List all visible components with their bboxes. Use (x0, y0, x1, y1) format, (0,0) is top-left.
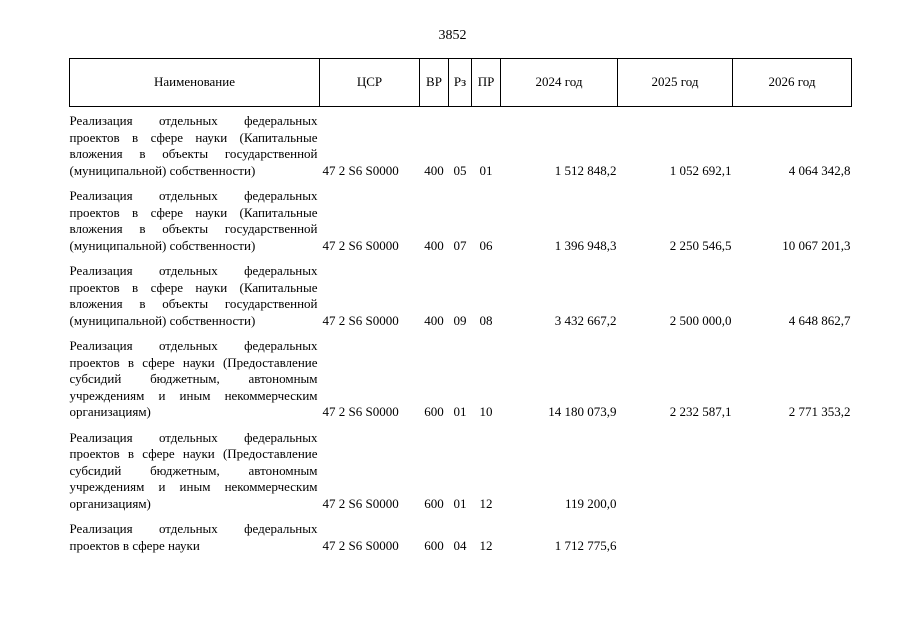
header-rz: Рз (449, 59, 472, 107)
row-rz: 05 (453, 162, 467, 178)
row-csr: 47 2 S6 S0000 (322, 495, 399, 511)
row-2025: 1 052 692,1 (669, 162, 732, 178)
row-rz: 04 (453, 537, 467, 553)
row-vr: 400 (424, 237, 444, 253)
row-name (70, 107, 320, 180)
row-2026 (733, 421, 852, 513)
row-name-text: Реализация отдельных федеральных проектов в сфере науки (Капитальные вложения в объекты государственной (муниципальной) собственности) (69, 188, 318, 253)
page-number: 3852 (438, 28, 467, 43)
header-2025: 2025 год (618, 59, 733, 107)
row-2024: 3 432 667,2 (554, 312, 617, 328)
row-csr: 47 2 S6 S0000 (322, 537, 399, 553)
header-name: Наименование (70, 59, 320, 107)
row-name-text: Реализация отдельных федеральных проектов в сфере науки (Капитальные вложения в объекты государственной (муниципальной) собственности) (69, 263, 318, 328)
row-2025 (618, 421, 733, 513)
row-rz: 09 (453, 312, 467, 328)
row-2025: 2 250 546,5 (669, 237, 732, 253)
row-rz: 01 (453, 495, 467, 511)
header-pr: ПР (472, 59, 501, 107)
row-name-text: Реализация отдельных федеральных проектов в сфере науки (Предоставление субсидий бюджетным, автономным учреждениям и иным некоммерческим организациям) (69, 429, 318, 511)
header-2026: 2026 год (733, 59, 852, 107)
row-pr: 12 (479, 537, 493, 553)
budget-table (69, 58, 852, 554)
row-name-text: Реализация отдельных федеральных проектов в сфере науки (Предоставление субсидий бюджетным, автономным учреждениям и иным некоммерческим организациям) (69, 338, 318, 419)
table-row (70, 421, 852, 513)
header-csr: ЦСР (320, 59, 420, 107)
row-pr: 06 (479, 237, 493, 253)
row-pr: 12 (479, 495, 493, 511)
row-2024: 1 512 848,2 (554, 162, 617, 178)
row-2025: 2 232 587,1 (669, 404, 732, 419)
row-2025 (618, 512, 733, 554)
row-name-text: Реализация отдельных федеральных проектов в сфере науки (Капитальные вложения в объекты государственной (муниципальной) собственности) (69, 113, 318, 178)
row-name (70, 512, 320, 554)
row-2026: 10 067 201,3 (782, 237, 851, 253)
row-csr: 47 2 S6 S0000 (322, 237, 399, 253)
row-2024: 14 180 073,9 (548, 404, 617, 419)
row-vr: 600 (424, 537, 444, 553)
row-vr: 400 (424, 162, 444, 178)
row-vr: 600 (424, 495, 444, 511)
row-pr: 10 (479, 404, 493, 419)
row-rz: 07 (453, 237, 467, 253)
header-2024: 2024 год (501, 59, 618, 107)
table-row (70, 512, 852, 554)
row-pr: 01 (479, 162, 493, 178)
row-2024: 119 200,0 (564, 495, 617, 511)
row-name (70, 179, 320, 254)
row-csr: 47 2 S6 S0000 (322, 312, 399, 328)
row-2024: 1 712 775,6 (554, 537, 617, 553)
row-rz: 01 (453, 404, 467, 419)
row-name (70, 254, 320, 329)
row-name (70, 421, 320, 513)
table-header-row (70, 59, 852, 107)
table-row (70, 329, 852, 421)
row-name-text: Реализация отдельных федеральных проектов в сфере науки (69, 521, 318, 553)
row-2026 (733, 512, 852, 554)
table-row (70, 107, 852, 180)
row-2026: 4 648 862,7 (788, 312, 851, 328)
row-csr: 47 2 S6 S0000 (322, 404, 399, 419)
table-row (70, 179, 852, 254)
table-row (70, 254, 852, 329)
row-pr: 08 (479, 312, 493, 328)
row-2025: 2 500 000,0 (669, 312, 732, 328)
row-2024: 1 396 948,3 (554, 237, 617, 253)
row-2026: 4 064 342,8 (788, 162, 851, 178)
row-vr: 400 (424, 312, 444, 328)
row-name (70, 329, 320, 421)
header-vr: ВР (420, 59, 449, 107)
row-2026: 2 771 353,2 (788, 404, 851, 419)
row-vr: 600 (424, 404, 444, 419)
row-csr: 47 2 S6 S0000 (322, 162, 399, 178)
